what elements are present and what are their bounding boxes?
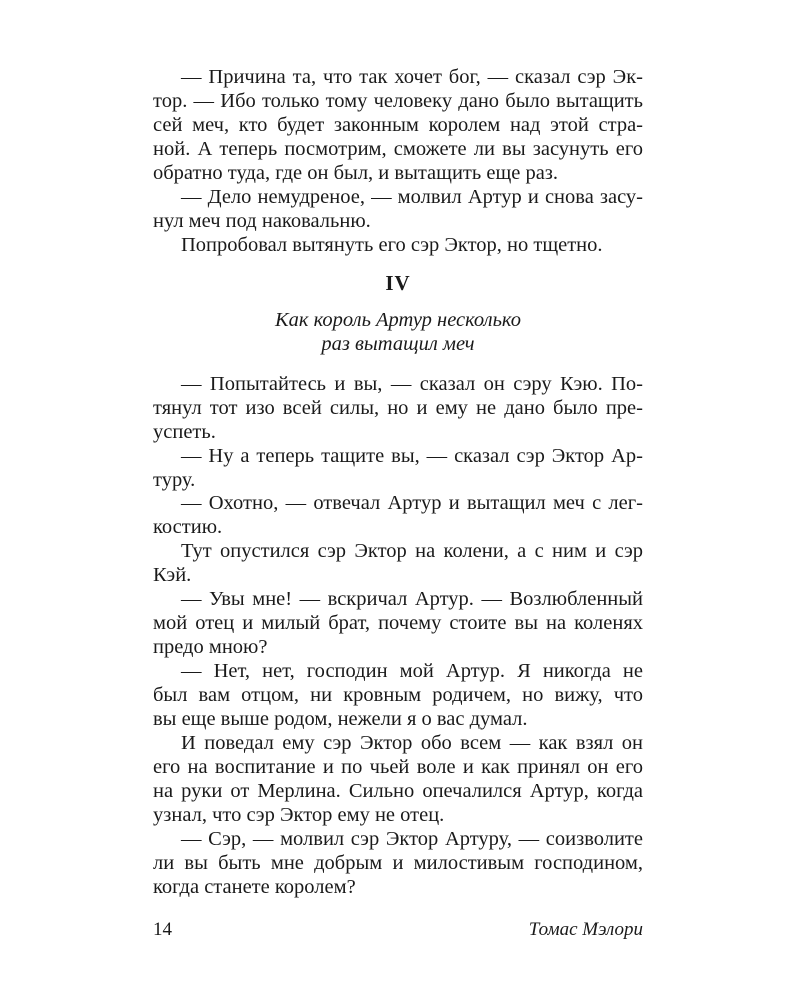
text-line: узнал, что сэр Эктор ему не отец. <box>153 804 445 826</box>
chapter-number: IV <box>385 271 411 295</box>
text-line: Кэй. <box>153 564 192 586</box>
text-line: тор. — Ибо только тому человеку дано было вытащить <box>153 90 643 112</box>
text-line: успеть. <box>153 421 216 443</box>
text-line: — Ну а теперь тащите вы, — сказал сэр Эктор Ар- <box>181 445 643 467</box>
text-line: И поведал ему сэр Эктор обо всем — как взял он <box>181 732 643 754</box>
text-line: сей меч, кто будет законным королем над этой стра- <box>153 114 643 136</box>
text-line: вы еще выше родом, нежели я о вас думал. <box>153 708 528 730</box>
text-line: Попробовал вытянуть его сэр Эктор, но тщетно. <box>181 234 603 256</box>
text-line: ной. А теперь посмотрим, сможете ли вы засунуть его <box>153 138 643 160</box>
text-line: — Сэр, — молвил сэр Эктор Артуру, — соизволите <box>181 828 643 850</box>
text-line: его на воспитание и по чьей воле и как принял он его <box>153 756 643 778</box>
running-footer-author: Томас Мэлори <box>528 919 643 940</box>
text-line: на руки от Мерлина. Сильно опечалился Артур, когда <box>153 780 643 802</box>
text-line: — Дело немудреное, — молвил Артур и снова засу- <box>181 186 643 208</box>
text-line: — Попытайтесь и вы, — сказал он сэру Кэю. По- <box>181 373 643 395</box>
text-line: обратно туда, где он был, и вытащить еще раз. <box>153 162 559 184</box>
chapter-title: раз вытащил меч <box>321 333 475 355</box>
text-line: туру. <box>153 469 196 491</box>
text-line: нул меч под наковальню. <box>153 210 371 232</box>
text-line: — Нет, нет, господин мой Артур. Я никогда не <box>181 660 643 682</box>
text-line: ли вы быть мне добрым и милостивым господином, <box>153 852 643 874</box>
text-line: мой отец и милый брат, почему стоите вы на коленях <box>153 612 643 634</box>
text-line: — Причина та, что так хочет бог, — сказал сэр Эк- <box>181 66 643 88</box>
text-line: тянул тот изо всей силы, но и ему не дано было пре- <box>153 397 643 419</box>
text-line: костию. <box>153 516 223 538</box>
text-line: когда станете королем? <box>153 876 356 898</box>
chapter-title: Как король Артур несколько <box>275 309 521 331</box>
text-line: предо мною? <box>153 636 268 658</box>
page-number: 14 <box>153 919 172 940</box>
text-line: — Охотно, — отвечал Артур и вытащил меч с лег- <box>181 492 643 514</box>
text-line: Тут опустился сэр Эктор на колени, а с ним и сэр <box>181 540 643 562</box>
text-line: — Увы мне! — вскричал Артур. — Возлюбленный <box>181 588 643 610</box>
text-line: был вам отцом, ни кровным родичем, но вижу, что <box>153 684 643 706</box>
